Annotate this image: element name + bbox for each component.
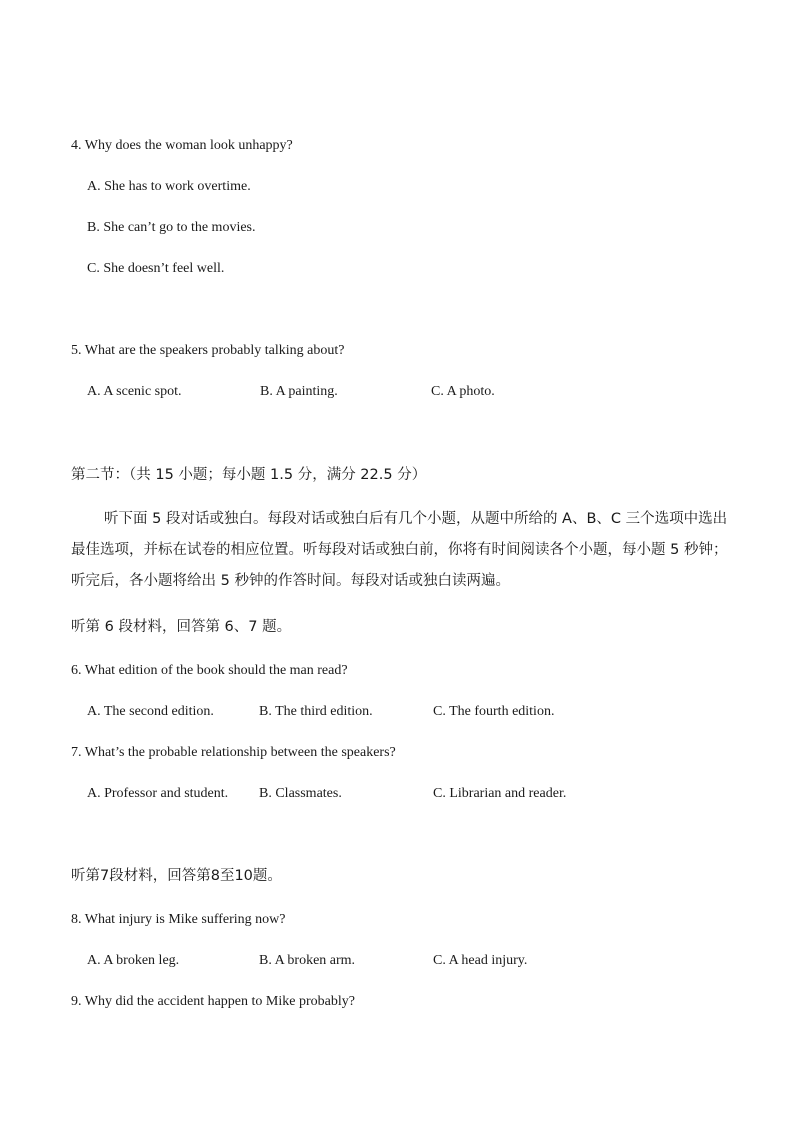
q7-option-b: B. Classmates.	[259, 786, 342, 801]
q7-option-c: C. Librarian and reader.	[433, 786, 567, 801]
question-5: 5. What are the speakers probably talking about?	[71, 343, 345, 358]
section-2-heading: 第二节：（共 15 小题；每小题 1.5 分，满分 22.5 分）	[71, 467, 427, 483]
question-6: 6. What edition of the book should the man read?	[71, 663, 348, 678]
material-6-label: 听第 6 段材料，回答第 6、7 题。	[71, 619, 292, 635]
section-2-instructions: 听下面 5 段对话或独白。每段对话或独白后有几个小题，从题中所给的 A、B、C 三个选项中选出最佳选项，并标在试卷的相应位置。听每段对话或独白前，你将有时间阅读各个小题，每小题 5 秒钟；听完后，各小题将给出 5 秒钟的作答时间。每段对话或独白读两遍。	[71, 511, 728, 589]
q8-option-a: A. A broken leg.	[87, 953, 180, 968]
question-7: 7. What’s the probable relationship between the speakers?	[71, 745, 396, 760]
q4-option-b: B. She can’t go to the movies.	[87, 220, 256, 235]
q4-option-c: C. She doesn’t feel well.	[87, 261, 225, 276]
question-9: 9. Why did the accident happen to Mike probably?	[71, 994, 355, 1009]
q5-option-c: C. A photo.	[431, 384, 495, 399]
q6-option-c: C. The fourth edition.	[433, 704, 555, 719]
q6-option-b: B. The third edition.	[259, 704, 373, 719]
q8-option-c: C. A head injury.	[433, 953, 528, 968]
q4-option-a: A. She has to work overtime.	[87, 179, 251, 194]
q8-option-b: B. A broken arm.	[259, 953, 356, 968]
q5-option-a: A. A scenic spot.	[87, 384, 182, 399]
question-4: 4. Why does the woman look unhappy?	[71, 138, 293, 153]
q7-option-a: A. Professor and student.	[87, 786, 229, 801]
question-8: 8. What injury is Mike suffering now?	[71, 912, 286, 927]
q5-option-b: B. A painting.	[260, 384, 338, 399]
q6-option-a: A. The second edition.	[87, 704, 214, 719]
material-7-label: 听第7段材料，回答第8至10题。	[71, 868, 282, 884]
